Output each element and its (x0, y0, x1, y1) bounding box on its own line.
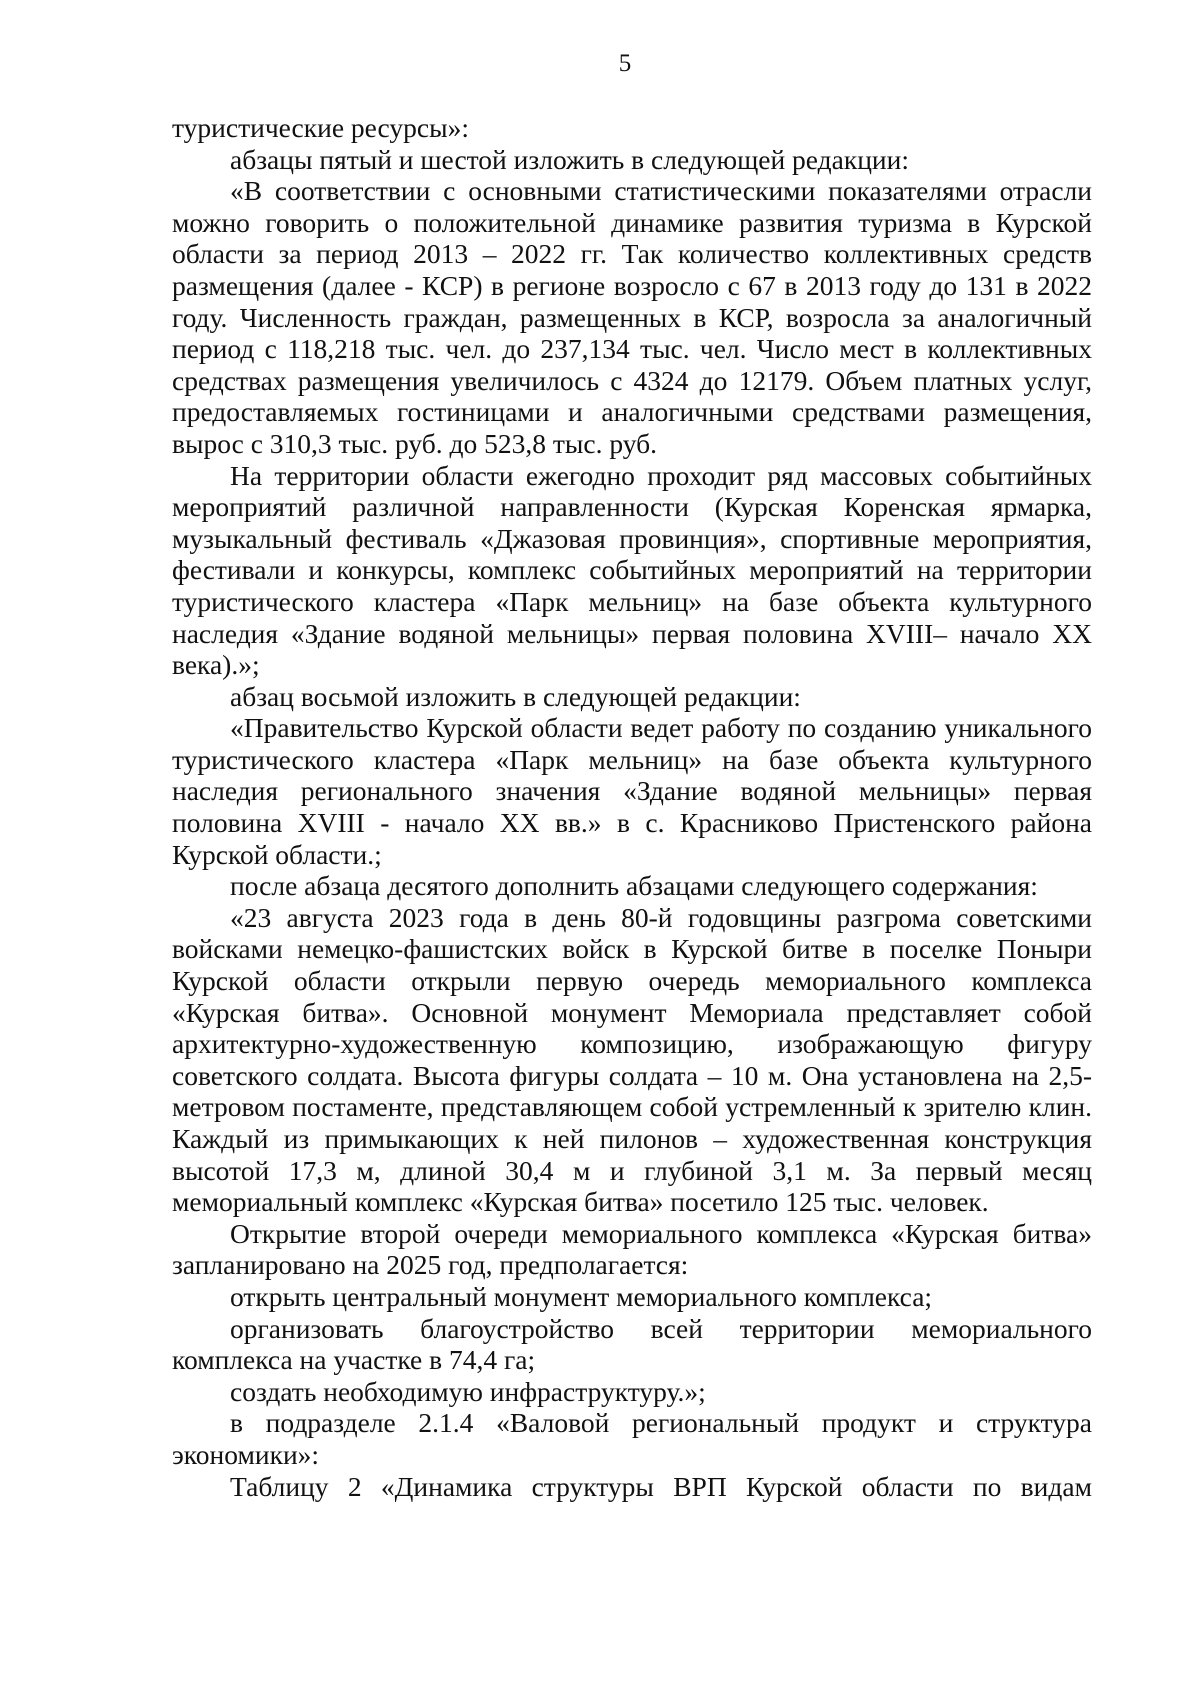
paragraph-mill-park: «Правительство Курской области ведет работу по созданию уникального туристического кластера «Парк мельниц» на базе объекта культурного наследия регионального значения «Здание водяной мельницы» первая половина XVIII - начало XX вв.» в с. Красниково Пристенского района Курской области.; (172, 712, 1092, 870)
paragraph-second-stage: Открытие второй очереди мемориального комплекса «Курская битва» запланировано на 2025 год, предполагается: (172, 1217, 1092, 1281)
paragraph-subsection-214: в подразделе 2.1.4 «Валовой региональный продукт и структура экономики»: (172, 1407, 1092, 1470)
paragraph-memorial: «23 августа 2023 года в день 80-й годовщины разгрома советскими войсками немецко-фашистских войск в Курской битве в поселке Поныри Курской области открыли первую очередь мемориального комплекса «Курская битва». Основной монумент Мемориала представляет собой архитектурно-художественную композицию, изображающую фигуру советского солдата. Высота фигуры солдата – 10 м. Она установлена на 2,5- метровом постаменте, представляющем собой устремленный к зрителю клин. Каждый из примыкающих к ней пилонов – художественная конструкция высотой 17,3 м, длиной 30,4 м и глубиной 3,1 м. За первый месяц мемориальный комплекс «Курская битва» посетило 125 тыс. человек. (172, 901, 1092, 1218)
paragraph-tourist-resources: туристические ресурсы»: (172, 112, 469, 143)
paragraph-instruction-8: абзац восьмой изложить в следующей редакции: (230, 680, 801, 712)
paragraph-open-monument: открыть центральный монумент мемориального комплекса; (230, 1280, 933, 1312)
paragraph-infrastructure: создать необходимую инфраструктуру.»; (230, 1375, 706, 1407)
paragraph-landscaping: организовать благоустройство всей территории мемориального комплекса на участке в 74,4 га; (172, 1312, 1092, 1376)
paragraph-instruction-10: после абзаца десятого дополнить абзацами следующего содержания: (230, 870, 1038, 902)
paragraph-table-2: Таблицу 2 «Динамика структуры ВРП Курской области по видам (230, 1470, 1092, 1502)
paragraph-events: На территории области ежегодно проходит ряд массовых событийных мероприятий различной направленности (Курская Коренская ярмарка, музыкальный фестиваль «Джазовая провинция», спортивные мероприятия, фестивали и конкурсы, комплекс событийных мероприятий на территории туристического кластера «Парк мельниц» на базе объекта культурного наследия «Здание водяной мельницы» первая половина XVIII– начало XX века).»; (172, 459, 1092, 681)
paragraph-instruction-5-6: абзацы пятый и шестой изложить в следующей редакции: (230, 143, 910, 175)
page-number: 5 (618, 50, 632, 77)
document-body (172, 112, 1092, 1502)
paragraph-statistics: «В соответствии с основными статистическими показателями отрасли можно говорить о положительной динамике развития туризма в Курской области за период 2013 – 2022 гг. Так количество коллективных средств размещения (далее - КСР) в регионе возросло с 67 в 2013 году до 131 в 2022 году. Численность граждан, размещенных в КСР, возросла за аналогичный период с 118,218 тыс. чел. до 237,134 тыс. чел. Число мест в коллективных средствах размещения увеличилось с 4324 до 12179. Объем платных услуг, предоставляемых гостиницами и аналогичными средствами размещения, вырос с 310,3 тыс. руб. до 523,8 тыс. руб. (172, 175, 1092, 459)
